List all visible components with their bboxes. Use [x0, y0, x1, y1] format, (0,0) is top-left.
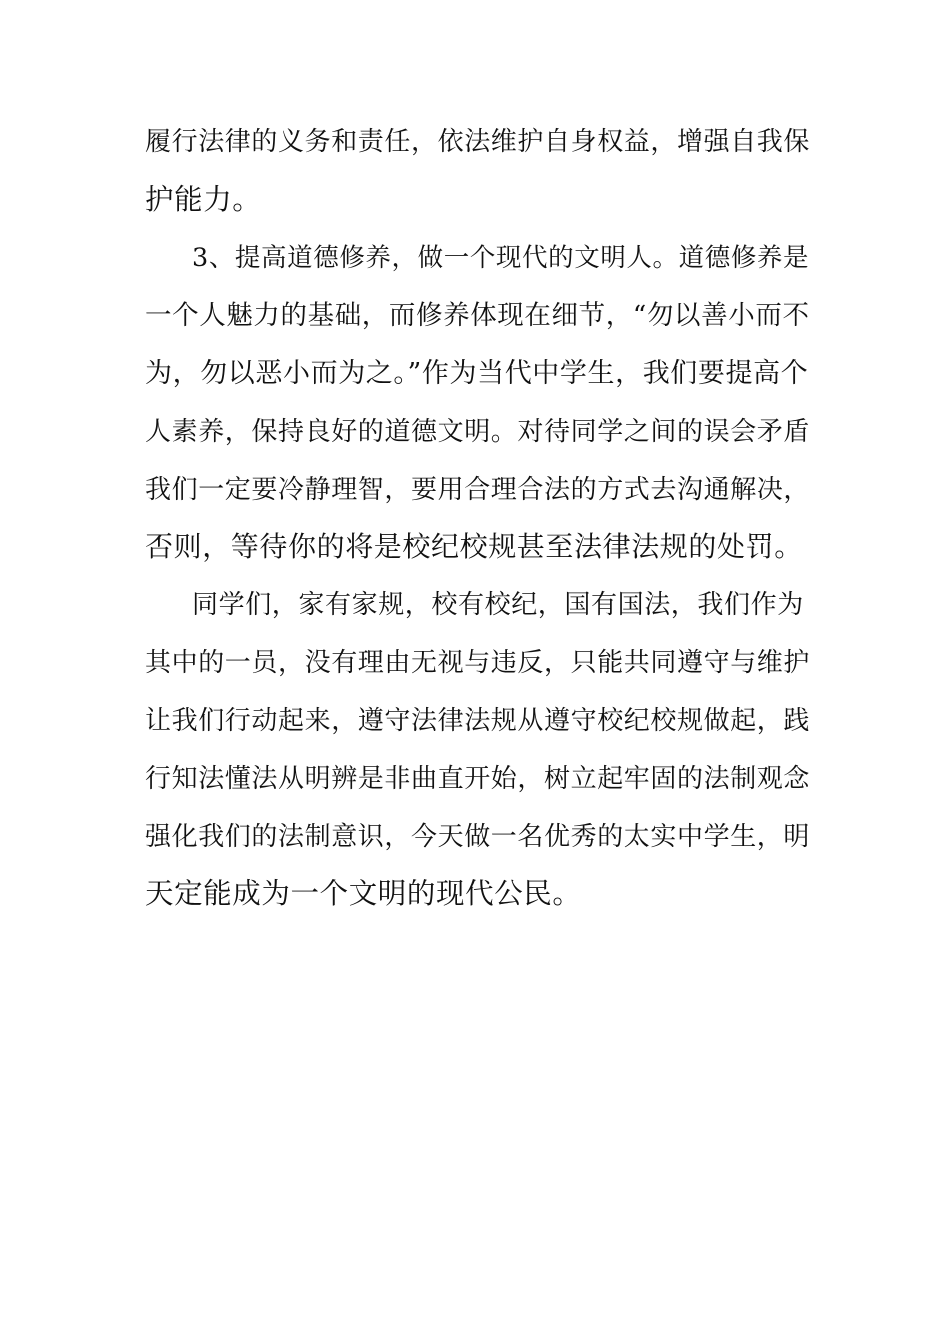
text-line-2: 护能力。 [145, 183, 262, 216]
text-line-9: 同学们，家有家规，校有校纪，国有国法，我们作为 [192, 590, 804, 620]
text-line-14: 天定能成为一个文明的现代公民。 [145, 877, 582, 910]
text-line-12: 行知法懂法从明辨是非曲直开始，树立起牢固的法制观念 [145, 764, 811, 794]
text-line-4: 一个人魅力的基础，而修养体现在细节，“勿以善小而不 [145, 300, 810, 331]
text-line-13: 强化我们的法制意识，今天做一名优秀的太实中学生，明 [145, 822, 811, 852]
text-line-11: 让我们行动起来，遵守法律法规从遵守校纪校规做起，践 [145, 706, 811, 736]
text-line-1: 履行法律的义务和责任，依法维护自身权益，增强自我保 [145, 127, 811, 157]
text-line-7: 我们一定要冷静理智，要用合理合法的方式去沟通解决， [145, 475, 811, 505]
text-line-6: 人素养，保持良好的道德文明。对待同学之间的误会矛盾 [145, 417, 811, 447]
text-line-10: 其中的一员，没有理由无视与违反，只能共同遵守与维护 [145, 648, 811, 678]
text-line-8: 否则，等待你的将是校纪校规甚至法律法规的处罚。 [145, 530, 803, 563]
text-line-5: 为，勿以恶小而为之。”作为当代中学生，我们要提高个 [145, 358, 809, 389]
text-line-3: 3、提高道德修养，做一个现代的文明人。道德修养是 [192, 243, 810, 273]
